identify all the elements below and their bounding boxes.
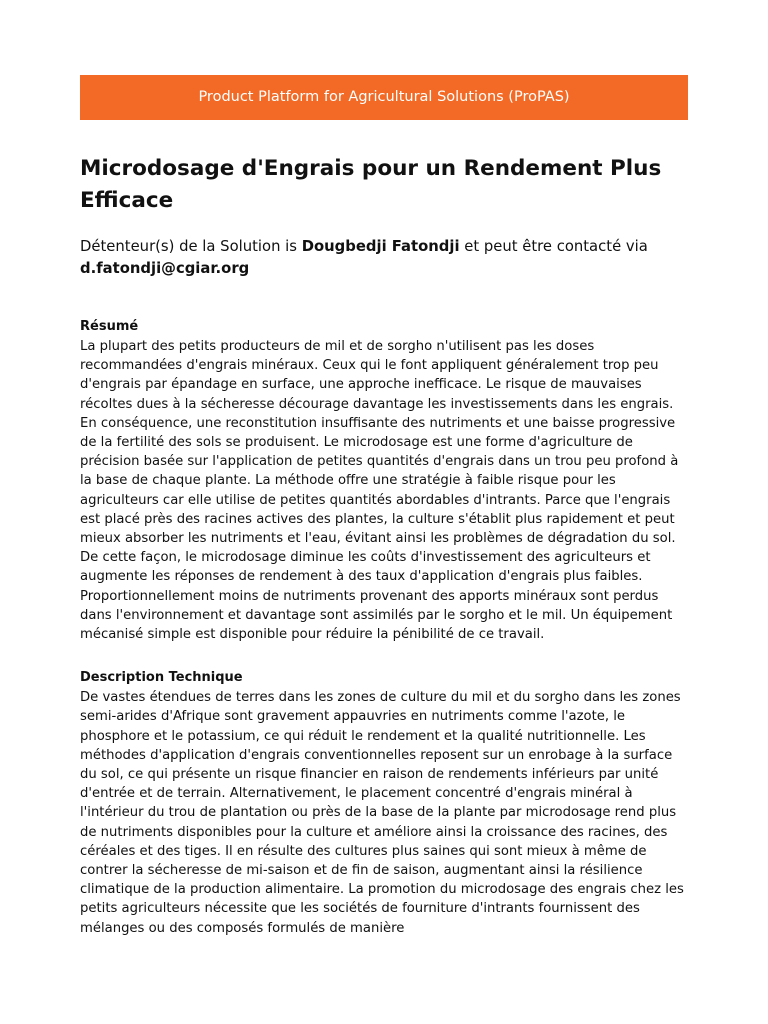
document-page	[80, 75, 688, 938]
holder-name: Dougbedji Fatondji	[301, 238, 460, 255]
summary-heading: Résumé	[80, 319, 139, 334]
platform-banner	[80, 75, 688, 120]
banner-text: Product Platform for Agricultural Solutions (ProPAS)	[198, 89, 570, 105]
document-title: Microdosage d'Engrais pour un Rendement Plus Efficace	[80, 156, 662, 213]
holder-middle: et peut être contacté via	[459, 238, 648, 255]
solution-holder	[80, 236, 688, 280]
summary-body: La plupart des petits producteurs de mil et de sorgho n'utilisent pas les doses recommandées d'engrais minéraux. Ceux qui le font appliquent généralement trop peu d'engrais par épandage en surface, une approche inefficace. Le risque de mauvaises récoltes dues à la sécheresse décourage davantage les investissements dans les engrais. En conséquence, une reconstitution insuffisante des nutriments et une baisse progressive de la fertilité des sols se produisent. Le microdosage est une forme d'agriculture de précision basée sur l'application de petites quantités d'engrais dans un trou peu profond à la base de chaque plante. La méthode offre une stratégie à faible risque pour les agriculteurs car elle utilise de petites quantités abordables d'intrants. Parce que l'engrais est placé près des racines actives des plantes, la culture s'établit plus rapidement et peut mieux absorber les nutriments et l'eau, évitant ainsi les problèmes de dégradation du sol. De cette façon, le microdosage diminue les coûts d'investissement des agriculteurs et augmente les réponses de rendement à des taux d'application d'engrais plus faibles. Proportionnellement moins de nutriments provenant des apports minéraux sont perdus dans l'environnement et davantage sont assimilés par le sorgho et le mil. Un équipement mécanisé simple est disponible pour réduire la pénibilité de ce travail.	[80, 339, 679, 643]
holder-prefix: Détenteur(s) de la Solution is	[80, 238, 302, 255]
technical-description-body: De vastes étendues de terres dans les zones de culture du mil et du sorgho dans les zones semi-arides d'Afrique sont gravement appauvries en nutriments comme l'azote, le phosphore et le potassium, ce qui réduit le rendement et la qualité nutritionnelle. Les méthodes d'application d'engrais conventionnelles reposent sur un enrobage à la surface du sol, ce qui présente un risque financier en raison de rendements inférieurs par unité d'entrée et de terrain. Alternativement, le placement concentré d'engrais minéral à l'intérieur du trou de plantation ou près de la base de la plante par microdosage rend plus de nutriments disponibles pour la culture et améliore ainsi la croissance des racines, des céréales et des tiges. Il en résulte des cultures plus saines qui sont mieux à même de contrer la sécheresse de mi-saison et de fin de saison, augmentant ainsi la résilience climatique de la production alimentaire. La promotion du microdosage des engrais chez les petits agriculteurs nécessite que les sociétés de fourniture d'intrants fournissent des mélanges ou des composés formulés de manière	[80, 690, 684, 936]
holder-email: d.fatondji@cgiar.org	[80, 260, 250, 277]
technical-description-heading: Description Technique	[80, 670, 243, 686]
